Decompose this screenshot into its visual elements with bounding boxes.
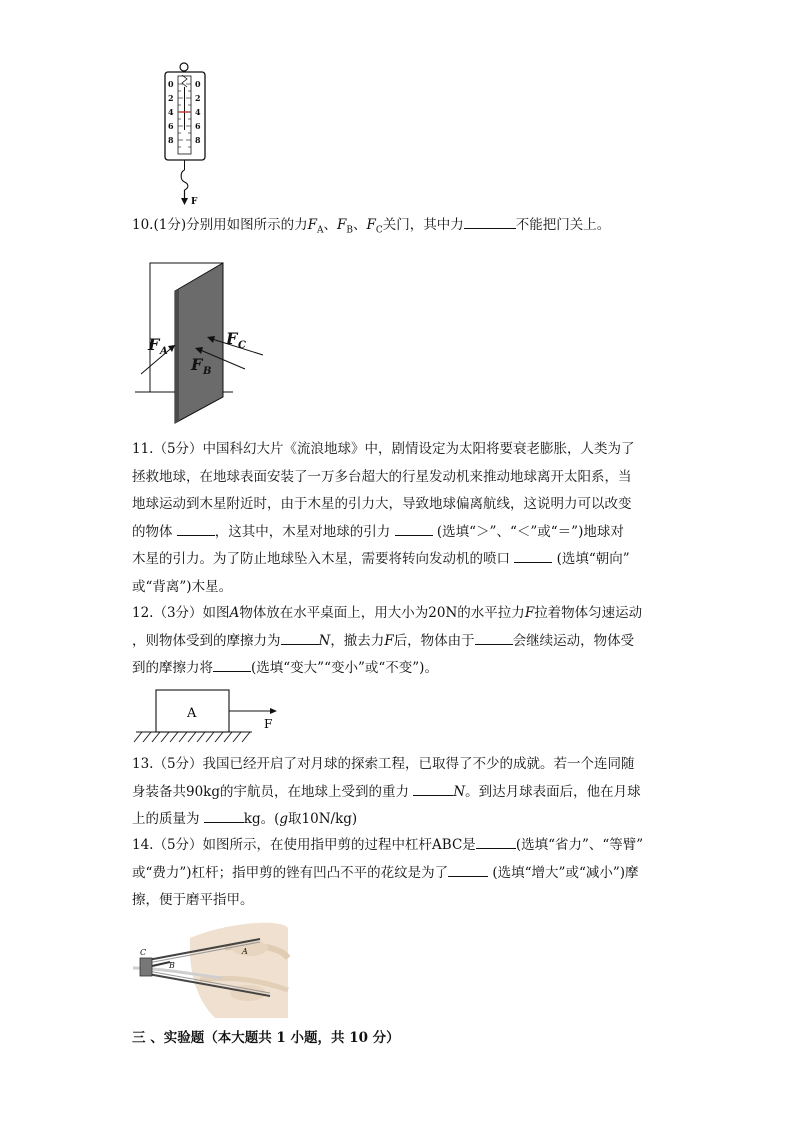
question-text: 。到达月球表面后，他在月球 (465, 783, 641, 800)
question-text: 取10N/kg) (288, 811, 358, 827)
force-label: F (264, 717, 273, 731)
answer-blank[interactable] (476, 834, 516, 849)
symbol: F (384, 632, 394, 649)
scale-tick-right: 2 (195, 93, 201, 103)
block-label: A (187, 706, 197, 721)
symbol: A (229, 605, 240, 621)
force-label-a: F (148, 335, 160, 354)
scale-tick-left: 6 (168, 121, 174, 131)
answer-blank[interactable] (213, 657, 251, 672)
scale-tick-right: 6 (195, 121, 201, 131)
question-line (132, 832, 662, 860)
nail-clipper-figure (130, 918, 290, 1018)
question-text: 到的摩擦力将 (132, 660, 213, 676)
question-text: 上的质量为 (132, 811, 200, 827)
block-figure (130, 688, 290, 748)
force-symbol: F (366, 217, 376, 233)
force-label: F (191, 197, 198, 207)
question-text: (选填“变大”“变小”或“不变”)。 (251, 660, 438, 676)
force-subscript: A (316, 225, 324, 236)
question-text: 12.（3分）如图 (132, 605, 230, 621)
force-label-c: F (226, 329, 238, 348)
point-label-b: B (169, 961, 175, 970)
question-text: ，则物体受到的摩擦力为 (132, 632, 281, 649)
answer-blank[interactable] (413, 781, 453, 796)
door-figure (135, 258, 270, 428)
question-text: 拉着物体匀速运动 (534, 605, 643, 621)
answer-blank[interactable] (177, 521, 215, 536)
separator: 、 (323, 217, 337, 233)
question-text: 物体放在水平桌面上，用大小为20N的水平拉力 (239, 605, 525, 621)
question-text: (选填“＞”、“＜”或“＝”)地球对 (436, 523, 624, 540)
force-label-c-sub: C (238, 340, 246, 351)
question-text: 木星的引力。为了防止地球坠入木星，需要将转向发动机的喷口 (132, 551, 510, 567)
force-symbol: F (307, 217, 317, 233)
question-line (132, 806, 662, 834)
question-text: 的物体 (132, 523, 173, 540)
question-text: 后，物体由于 (393, 632, 475, 649)
unit: N (453, 783, 466, 800)
question-text: 分别用如图所示的力 (186, 217, 308, 233)
section-heading: 三 、实验题（本大题共 1 小题，共 10 分） (132, 1030, 400, 1046)
scale-tick-right: 4 (195, 107, 201, 117)
question-line (132, 628, 662, 656)
point-label-a: A (242, 947, 248, 956)
question-text: ，这其中，木星对地球的引力 (214, 523, 391, 540)
force-subscript: C (375, 225, 383, 236)
scale-tick-left: 4 (168, 107, 174, 117)
answer-blank[interactable] (464, 214, 516, 229)
question-text: (选填“增大”或“减小”)摩 (492, 864, 639, 881)
spring-scale-figure (160, 60, 210, 210)
answer-blank[interactable] (204, 808, 244, 823)
question-11 (132, 436, 662, 601)
question-text: (选填“朝向” (556, 551, 630, 567)
question-text: 身装备共90kg的宇航员，在地球上受到的重力 (132, 783, 409, 800)
question-line (132, 655, 662, 683)
question-line (132, 519, 662, 547)
question-line: 或“背离”)木星。 (132, 578, 233, 595)
unit: N (318, 632, 331, 649)
question-12 (132, 600, 662, 683)
question-text: (选填“省力”、“等臂” (515, 837, 644, 853)
question-line (132, 860, 662, 888)
point-label-c: C (140, 948, 147, 957)
question-line: 拯救地球，在地球表面安装了一万多台超大的行星发动机来推动地球离开太阳系，当 (132, 468, 632, 485)
separator: 、 (352, 217, 367, 233)
question-score: (1分) (153, 217, 187, 233)
answer-blank[interactable] (281, 630, 319, 645)
question-text: kg。( (243, 811, 280, 827)
question-line: 擦，便于磨平指甲。 (132, 892, 254, 908)
answer-blank[interactable] (448, 862, 488, 877)
question-line (132, 779, 662, 807)
answer-blank[interactable] (475, 630, 513, 645)
answer-blank[interactable] (395, 521, 433, 536)
force-label-b: F (191, 355, 203, 374)
question-text: 或“费力”)杠杆；指甲剪的锉有凹凸不平的花纹是为了 (132, 864, 449, 881)
question-text: 会继续运动，物体受 (512, 632, 635, 649)
scale-tick-right: 8 (195, 135, 201, 145)
force-label-b-sub: B (203, 366, 212, 377)
question-line: 地球运动到木星附近时，由于木星的引力大，导致地球偏离航线，这说明力可以改变 (132, 496, 632, 512)
question-text: 关门，其中力 (382, 217, 464, 233)
scale-tick-left: 2 (168, 93, 174, 103)
force-subscript: B (346, 225, 353, 236)
answer-blank[interactable] (514, 548, 552, 563)
symbol: g (279, 811, 289, 827)
force-label-a-sub: A (160, 346, 168, 357)
question-10 (132, 212, 662, 245)
question-text: 不能把门关上。 (515, 217, 611, 233)
question-line (132, 546, 662, 574)
question-text: 14.（5分）如图所示，在使用指甲剪的过程中杠杆ABC是 (132, 837, 476, 853)
question-line (132, 600, 662, 628)
force-symbol: F (336, 217, 347, 233)
question-number: 10. (132, 217, 154, 233)
question-line: 13.（5分）我国已经开启了对月球的探索工程，已取得了不少的成就。若一个连同随 (132, 756, 635, 772)
symbol: F (524, 605, 535, 621)
question-text: ，撤去力 (330, 632, 385, 649)
question-14 (132, 832, 662, 915)
scale-tick-right: 0 (195, 79, 201, 89)
scale-tick-left: 8 (168, 135, 174, 145)
question-13 (132, 751, 662, 834)
question-line: 11.（5分）中国科幻大片《流浪地球》中，剧情设定为太阳将要衰老膨胀，人类为了 (132, 441, 635, 457)
scale-tick-left: 0 (168, 79, 174, 89)
